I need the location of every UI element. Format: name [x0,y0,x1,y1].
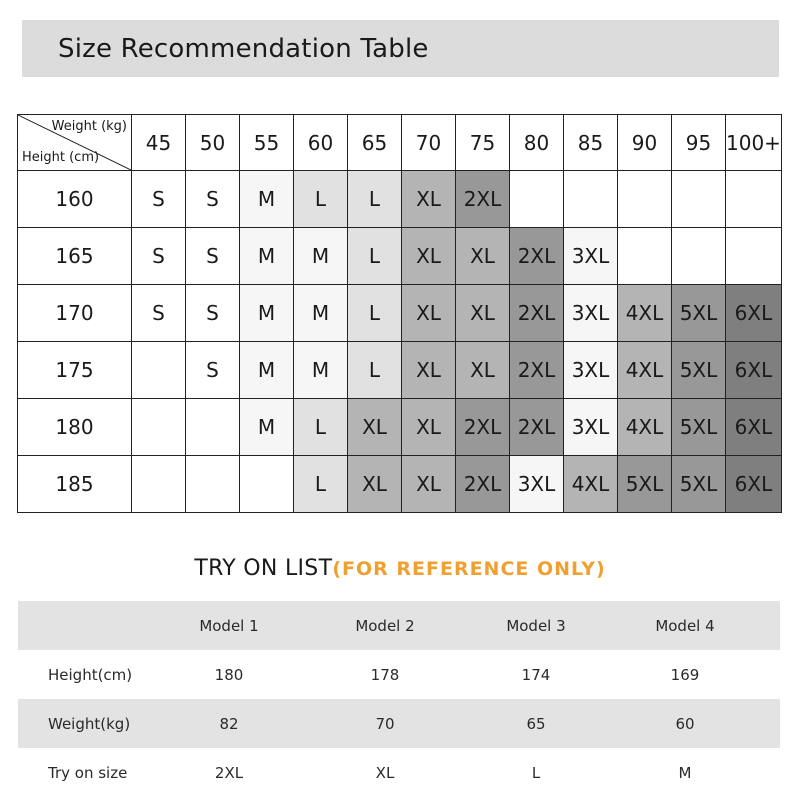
model-value: XL [375,763,395,782]
size-cell: 2XL [510,228,564,285]
size-cell: 2XL [510,399,564,456]
size-cell: M [294,228,348,285]
size-cell: M [240,342,294,399]
size-cell: XL [402,399,456,456]
size-cell: 2XL [456,456,510,513]
table-row [18,456,782,513]
size-cell: 6XL [726,342,782,399]
size-cell: 2XL [456,399,510,456]
size-cell [672,171,726,228]
table-row [18,650,780,699]
size-cell: 2XL [510,342,564,399]
weight-header: 45 [132,115,186,171]
row-label: Weight(kg) [48,714,131,733]
size-cell: L [348,171,402,228]
height-axis-label: Height (cm) [22,150,100,165]
size-cell: M [294,285,348,342]
table-row [18,399,782,456]
weight-header: 50 [186,115,240,171]
size-cell [672,228,726,285]
height-header: 170 [18,285,132,342]
size-cell: S [186,285,240,342]
size-cell: L [348,342,402,399]
model-value: 60 [675,714,695,733]
size-cell: 6XL [726,456,782,513]
size-cell [132,342,186,399]
model-value: 70 [375,714,395,733]
weight-header-row [18,115,782,171]
size-cell: 4XL [564,456,618,513]
try-on-title: TRY ON LIST [194,556,333,581]
model-value: 180 [214,665,244,684]
size-cell [186,399,240,456]
weight-header: 75 [456,115,510,171]
size-cell: 4XL [618,285,672,342]
size-cell: M [240,399,294,456]
size-cell: XL [402,342,456,399]
model-value: 178 [370,665,400,684]
weight-header: 55 [240,115,294,171]
size-cell: 3XL [564,228,618,285]
size-cell: M [240,285,294,342]
model-value: 65 [526,714,546,733]
size-cell [564,171,618,228]
size-cell: M [240,171,294,228]
weight-header: 60 [294,115,348,171]
title-banner [22,20,779,77]
weight-header: 80 [510,115,564,171]
size-cell [132,456,186,513]
height-header: 185 [18,456,132,513]
size-cell: XL [402,228,456,285]
size-cell: L [294,171,348,228]
size-cell: 4XL [618,399,672,456]
size-cell: 6XL [726,285,782,342]
size-cell: XL [456,342,510,399]
size-cell [240,456,294,513]
size-recommendation-table [17,114,782,513]
table-row [18,228,782,285]
page-title: Size Recommendation Table [58,33,429,64]
weight-header: 100+ [726,115,782,171]
weight-header: 65 [348,115,402,171]
model-value: 174 [521,665,551,684]
height-header: 175 [18,342,132,399]
size-cell: 3XL [564,285,618,342]
model-header: Model 2 [355,616,415,635]
height-header: 180 [18,399,132,456]
size-cell: XL [456,285,510,342]
size-cell: 5XL [672,399,726,456]
size-cell: 5XL [672,285,726,342]
size-cell [132,399,186,456]
model-header: Model 4 [655,616,715,635]
table-row [18,699,780,748]
size-cell [618,228,672,285]
size-cell [726,228,782,285]
weight-header: 85 [564,115,618,171]
size-cell [726,171,782,228]
size-cell: XL [402,456,456,513]
weight-axis-label: Weight (kg) [51,119,127,134]
size-cell: S [132,171,186,228]
model-value: 2XL [214,763,244,782]
try-on-heading [0,556,800,581]
size-cell [618,171,672,228]
size-cell: S [186,171,240,228]
model-value: 82 [219,714,239,733]
size-cell: 3XL [564,399,618,456]
size-cell: S [186,342,240,399]
row-label: Height(cm) [48,665,133,684]
size-cell: XL [402,285,456,342]
row-label: Try on size [48,763,128,782]
size-cell: L [294,456,348,513]
table-row [18,171,782,228]
height-header: 160 [18,171,132,228]
size-cell: 6XL [726,399,782,456]
weight-header: 90 [618,115,672,171]
size-cell: 5XL [672,456,726,513]
size-cell: L [348,285,402,342]
corner-header-cell [18,115,132,171]
size-cell: 3XL [564,342,618,399]
size-cell: M [294,342,348,399]
model-value: L [531,763,541,782]
size-cell: S [132,228,186,285]
reference-note: (FOR REFERENCE ONLY) [332,558,606,580]
model-header: Model 3 [506,616,566,635]
size-cell: M [240,228,294,285]
size-cell: L [348,228,402,285]
size-cell: XL [402,171,456,228]
size-cell: 5XL [618,456,672,513]
height-header: 165 [18,228,132,285]
weight-header: 95 [672,115,726,171]
size-cell: XL [456,228,510,285]
size-cell: XL [348,399,402,456]
table-row [18,342,782,399]
size-cell: 2XL [510,285,564,342]
size-cell: 5XL [672,342,726,399]
model-header: Model 1 [199,616,259,635]
try-on-table [18,601,780,797]
size-cell [186,456,240,513]
model-header-row [18,601,780,650]
size-cell: 3XL [510,456,564,513]
table-row [18,285,782,342]
size-cell: 4XL [618,342,672,399]
size-cell: S [132,285,186,342]
size-cell: 2XL [456,171,510,228]
size-cell [510,171,564,228]
model-value: M [678,763,692,782]
table-row [18,748,780,797]
size-cell: S [186,228,240,285]
size-cell: L [294,399,348,456]
model-value: 169 [670,665,700,684]
weight-header: 70 [402,115,456,171]
size-cell: XL [348,456,402,513]
